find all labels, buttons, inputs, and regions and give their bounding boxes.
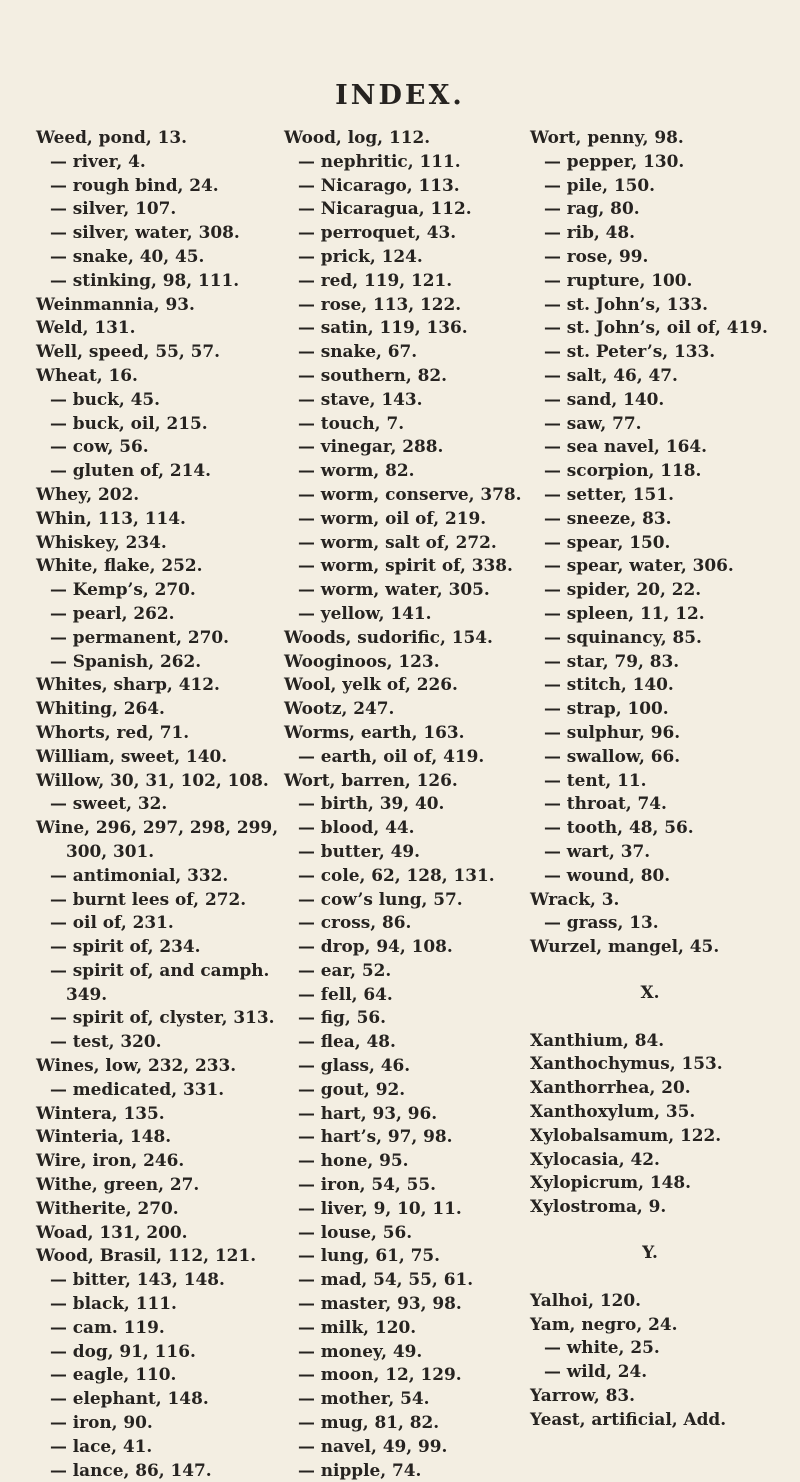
index-entry: — navel, 49, 99. bbox=[298, 1435, 448, 1456]
index-entry: Witherite, 270. bbox=[36, 1197, 179, 1218]
section-letter-y: Y. bbox=[642, 1242, 658, 1263]
index-entry: — money, 49. bbox=[298, 1340, 423, 1361]
index-entry: Weinmannia, 93. bbox=[36, 293, 195, 314]
index-entry: — satin, 119, 136. bbox=[298, 317, 468, 338]
index-entry: Winteria, 148. bbox=[36, 1126, 172, 1147]
index-entry: Wintera, 135. bbox=[36, 1102, 165, 1123]
index-entry: — cross, 86. bbox=[298, 912, 412, 933]
index-entry: — pearl, 262. bbox=[50, 602, 175, 623]
index-entry: — grass, 13. bbox=[544, 912, 659, 933]
index-entry: Wire, iron, 246. bbox=[36, 1150, 185, 1171]
index-entry: — permanent, 270. bbox=[50, 626, 230, 647]
index-entry: 349. bbox=[66, 983, 108, 1004]
index-entry: — pile, 150. bbox=[544, 174, 656, 195]
index-entry: Wood, Brasil, 112, 121. bbox=[36, 1245, 257, 1266]
index-entry: — rose, 113, 122. bbox=[298, 293, 462, 314]
index-column-3 bbox=[530, 126, 770, 1432]
index-entry: — fig, 56. bbox=[298, 1007, 387, 1028]
index-column-1 bbox=[36, 126, 278, 1482]
index-entry: — hart’s, 97, 98. bbox=[298, 1126, 453, 1147]
index-entry: — glass, 46. bbox=[298, 1055, 411, 1076]
index-entry: Wheat, 16. bbox=[36, 364, 138, 385]
index-entry: — mother, 54. bbox=[298, 1388, 430, 1409]
index-entry: Yarrow, 83. bbox=[530, 1385, 636, 1406]
index-entry: — lance, 86, 147. bbox=[50, 1459, 212, 1480]
index-entry: Whites, sharp, 412. bbox=[36, 674, 220, 695]
index-entry: — master, 93, 98. bbox=[298, 1293, 462, 1314]
index-entry: Xanthorrhea, 20. bbox=[530, 1077, 691, 1098]
index-entry: Xanthochymus, 153. bbox=[530, 1053, 723, 1074]
index-entry: — spirit of, 234. bbox=[50, 936, 201, 957]
index-entry: — yellow, 141. bbox=[298, 602, 432, 623]
index-entry: — earth, oil of, 419. bbox=[298, 745, 485, 766]
index-entry: — mad, 54, 55, 61. bbox=[298, 1269, 474, 1290]
index-entry: — sulphur, 96. bbox=[544, 721, 681, 742]
index-entry: — oil of, 231. bbox=[50, 912, 174, 933]
index-entry: — lung, 61, 75. bbox=[298, 1245, 440, 1266]
index-entry: — scorpion, 118. bbox=[544, 460, 702, 481]
index-entry: 300, 301. bbox=[66, 840, 155, 861]
index-entry: — eagle, 110. bbox=[50, 1364, 177, 1385]
index-entry: Whiskey, 234. bbox=[36, 531, 167, 552]
index-column-2 bbox=[284, 126, 522, 1482]
index-entry: — st. John’s, oil of, 419. bbox=[544, 317, 768, 338]
index-entry: Xylopicrum, 148. bbox=[530, 1172, 692, 1193]
index-entry: Wool, yelk of, 226. bbox=[284, 674, 458, 695]
index-entry: — wild, 24. bbox=[544, 1361, 648, 1382]
index-entry: — sea navel, 164. bbox=[544, 436, 707, 457]
index-entry: — milk, 120. bbox=[298, 1316, 417, 1337]
index-entry: — stinking, 98, 111. bbox=[50, 269, 240, 290]
index-entry: Weld, 131. bbox=[36, 317, 136, 338]
index-entry: — bitter, 143, 148. bbox=[50, 1269, 225, 1290]
index-entry: — lace, 41. bbox=[50, 1435, 153, 1456]
index-entry: Whiting, 264. bbox=[36, 698, 165, 719]
index-entry: — spear, water, 306. bbox=[544, 555, 734, 576]
index-entry: — throat, 74. bbox=[544, 793, 667, 814]
index-entry: — cow’s lung, 57. bbox=[298, 888, 463, 909]
index-entry: Worms, earth, 163. bbox=[284, 721, 465, 742]
index-entry: Whorts, red, 71. bbox=[36, 721, 190, 742]
index-entry: Wines, low, 232, 233. bbox=[36, 1055, 237, 1076]
index-entry: — louse, 56. bbox=[298, 1221, 413, 1242]
index-entry: — antimonial, 332. bbox=[50, 864, 229, 885]
index-entry: — Spanish, 262. bbox=[50, 650, 202, 671]
index-entry: — worm, salt of, 272. bbox=[298, 531, 497, 552]
index-entry: Willow, 30, 31, 102, 108. bbox=[36, 769, 269, 790]
index-entry: — buck, oil, 215. bbox=[50, 412, 208, 433]
index-entry: — flea, 48. bbox=[298, 1031, 396, 1052]
index-entry: — snake, 67. bbox=[298, 341, 418, 362]
index-entry: — wart, 37. bbox=[544, 840, 651, 861]
index-entry: Wrack, 3. bbox=[530, 888, 620, 909]
index-entry: Wood, log, 112. bbox=[284, 127, 431, 147]
index-entry: Yalhoi, 120. bbox=[530, 1289, 641, 1310]
index-entry: — iron, 90. bbox=[50, 1412, 153, 1433]
index-entry: — squinancy, 85. bbox=[544, 626, 702, 647]
index-entry: Yam, negro, 24. bbox=[530, 1313, 678, 1334]
index-entry: — spider, 20, 22. bbox=[544, 579, 702, 600]
index-entry: Xanthium, 84. bbox=[530, 1029, 665, 1050]
index-entry: — st. Peter’s, 133. bbox=[544, 341, 716, 362]
index-entry: — cow, 56. bbox=[50, 436, 149, 457]
index-entry: — gluten of, 214. bbox=[50, 460, 212, 481]
index-entry: Weed, pond, 13. bbox=[36, 127, 187, 147]
index-entry: — tooth, 48, 56. bbox=[544, 817, 694, 838]
index-entry: — spear, 150. bbox=[544, 531, 671, 552]
index-entry: Xylobalsamum, 122. bbox=[530, 1124, 722, 1145]
index-entry: Wooginoos, 123. bbox=[284, 650, 440, 671]
index-entry: Woad, 131, 200. bbox=[36, 1221, 188, 1242]
index-entry: — touch, 7. bbox=[298, 412, 405, 433]
index-entry: Wort, barren, 126. bbox=[284, 769, 458, 790]
index-entry: — nipple, 74. bbox=[298, 1459, 422, 1480]
index-entry: — cam. 119. bbox=[50, 1316, 165, 1337]
index-entry: — Kemp’s, 270. bbox=[50, 579, 196, 600]
index-entry: — test, 320. bbox=[50, 1031, 162, 1052]
index-entry: Wurzel, mangel, 45. bbox=[530, 936, 720, 957]
index-entry: — sneeze, 83. bbox=[544, 507, 672, 528]
section-y bbox=[530, 1289, 770, 1432]
index-entry: — elephant, 148. bbox=[50, 1388, 209, 1409]
index-entry: — spleen, 11, 12. bbox=[544, 602, 705, 623]
index-entry: — mug, 81, 82. bbox=[298, 1412, 440, 1433]
index-entry: Whey, 202. bbox=[36, 483, 140, 504]
index-entry: — hone, 95. bbox=[298, 1150, 409, 1171]
index-entry: — white, 25. bbox=[544, 1337, 660, 1358]
index-entry: — spirit of, and camph. bbox=[50, 959, 270, 980]
index-entry: — river, 4. bbox=[50, 150, 146, 171]
index-entry: — worm, conserve, 378. bbox=[298, 483, 522, 504]
index-entry: White, flake, 252. bbox=[36, 555, 203, 576]
index-entry: — blood, 44. bbox=[298, 817, 415, 838]
index-entry: — fell, 64. bbox=[298, 983, 393, 1004]
index-entry: — prick, 124. bbox=[298, 245, 423, 266]
index-entry: — medicated, 331. bbox=[50, 1078, 225, 1099]
index-entry: — swallow, 66. bbox=[544, 745, 681, 766]
index-entry: — rag, 80. bbox=[544, 198, 640, 219]
index-entry: — buck, 45. bbox=[50, 388, 160, 409]
index-entry: Xylocasia, 42. bbox=[530, 1148, 660, 1169]
index-entry: — dog, 91, 116. bbox=[50, 1340, 196, 1361]
section-letter-x: X. bbox=[640, 981, 660, 1002]
index-entry: Wine, 296, 297, 298, 299, bbox=[36, 817, 279, 838]
index-entry: — setter, 151. bbox=[544, 483, 674, 504]
index-entry: — snake, 40, 45. bbox=[50, 245, 205, 266]
index-entry: — iron, 54, 55. bbox=[298, 1174, 437, 1195]
index-entry: — spirit of, clyster, 313. bbox=[50, 1007, 275, 1028]
index-entry: Woods, sudorific, 154. bbox=[284, 626, 493, 647]
index-entry: — rib, 48. bbox=[544, 222, 636, 243]
index-entry: — birth, 39, 40. bbox=[298, 793, 445, 814]
index-entry: — Nicarago, 113. bbox=[298, 174, 460, 195]
index-entry: Wort, penny, 98. bbox=[530, 127, 684, 147]
index-entry: — ear, 52. bbox=[298, 959, 392, 980]
index-entry: Xanthoxylum, 35. bbox=[530, 1101, 696, 1122]
index-entry: — stitch, 140. bbox=[544, 674, 674, 695]
index-entry: — perroquet, 43. bbox=[298, 222, 457, 243]
index-entry: Withe, green, 27. bbox=[36, 1174, 200, 1195]
index-entry: Well, speed, 55, 57. bbox=[36, 341, 220, 362]
index-entry: — liver, 9, 10, 11. bbox=[298, 1197, 462, 1218]
index-entry: — hart, 93, 96. bbox=[298, 1102, 438, 1123]
index-entry: — st. John’s, 133. bbox=[544, 293, 708, 314]
index-entry: — vinegar, 288. bbox=[298, 436, 444, 457]
index-entry: — tent, 11. bbox=[544, 769, 647, 790]
index-entry: — butter, 49. bbox=[298, 840, 421, 861]
index-entry: — stave, 143. bbox=[298, 388, 423, 409]
index-entry: Wootz, 247. bbox=[284, 698, 395, 719]
index-entry: — saw, 77. bbox=[544, 412, 642, 433]
index-entry: — southern, 82. bbox=[298, 364, 447, 385]
index-entry: — sweet, 32. bbox=[50, 793, 168, 814]
index-entry: — cole, 62, 128, 131. bbox=[298, 864, 495, 885]
index-entry: — pepper, 130. bbox=[544, 150, 685, 171]
index-entry: — worm, oil of, 219. bbox=[298, 507, 487, 528]
index-entry: Whin, 113, 114. bbox=[36, 507, 186, 528]
index-entry: — salt, 46, 47. bbox=[544, 364, 678, 385]
index-entry: — burnt lees of, 272. bbox=[50, 888, 247, 909]
index-entry: — rough bind, 24. bbox=[50, 174, 219, 195]
index-entry: William, sweet, 140. bbox=[36, 745, 228, 766]
index-entry: — strap, 100. bbox=[544, 698, 669, 719]
index-entry: — silver, 107. bbox=[50, 198, 177, 219]
index-entry: — sand, 140. bbox=[544, 388, 665, 409]
page-title: INDEX. bbox=[335, 80, 465, 111]
index-entry: Yeast, artificial, Add. bbox=[530, 1408, 727, 1429]
index-entry: — wound, 80. bbox=[544, 864, 671, 885]
index-entry: Xylostroma, 9. bbox=[530, 1196, 667, 1217]
index-entry: — silver, water, 308. bbox=[50, 222, 240, 243]
index-entry: — worm, 82. bbox=[298, 460, 415, 481]
index-entry: — Nicaragua, 112. bbox=[298, 198, 472, 219]
index-entry: — red, 119, 121. bbox=[298, 269, 453, 290]
index-entry: — star, 79, 83. bbox=[544, 650, 680, 671]
index-entry: — black, 111. bbox=[50, 1293, 177, 1314]
index-entry: — moon, 12, 129. bbox=[298, 1364, 462, 1385]
index-entry: — rose, 99. bbox=[544, 245, 649, 266]
section-x bbox=[530, 1029, 770, 1219]
index-entry: — gout, 92. bbox=[298, 1078, 406, 1099]
index-entry: — nephritic, 111. bbox=[298, 150, 461, 171]
index-entry: — worm, water, 305. bbox=[298, 579, 490, 600]
index-entry: — rupture, 100. bbox=[544, 269, 693, 290]
index-entry: — drop, 94, 108. bbox=[298, 936, 453, 957]
index-entry: — worm, spirit of, 338. bbox=[298, 555, 513, 576]
section-w-continued bbox=[530, 126, 770, 959]
